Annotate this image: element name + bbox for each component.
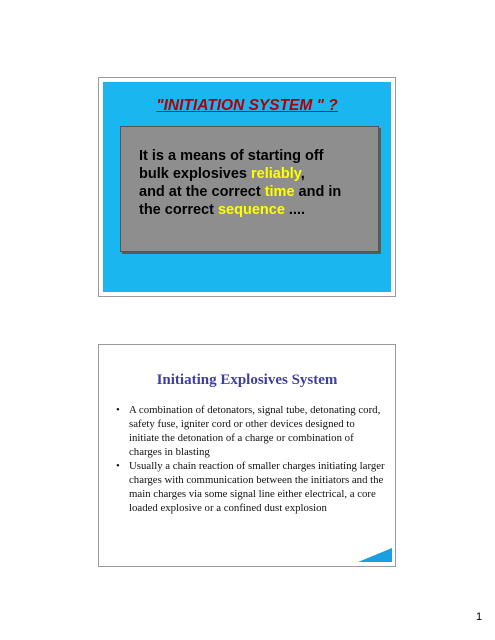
slide-1 bbox=[98, 77, 396, 297]
bullet-text: Usually a chain reaction of smaller charges initiating larger charges with communication between the initiators and the main charges via some signal line either electrical, a core loaded explosive or a confined dust explosion bbox=[129, 460, 385, 514]
bullet-icon: • bbox=[116, 460, 120, 472]
highlight-sequence: sequence bbox=[217, 202, 285, 218]
slide-2-title: Initiating Explosives System bbox=[156, 372, 338, 388]
list-item bbox=[116, 403, 386, 459]
list-item bbox=[116, 459, 386, 515]
bullet-icon: • bbox=[116, 404, 120, 416]
definition-line-3: and at the correct time and in bbox=[139, 184, 342, 200]
page-number: 1 bbox=[476, 611, 483, 623]
bullet-text: A combination of detonators, signal tube, detonating cord, safety fuse, igniter cord or other devices designed to initiate the detonation of a charge or combination of charges in blasting bbox=[129, 404, 381, 458]
corner-accent-icon bbox=[358, 548, 392, 562]
definition-text bbox=[139, 147, 373, 219]
bullet-list bbox=[116, 403, 386, 515]
slide-1-background bbox=[103, 82, 391, 292]
slide-1-title: "INITIATION SYSTEM " ? bbox=[156, 97, 338, 114]
slide-2 bbox=[98, 344, 396, 567]
highlight-reliably: reliably bbox=[251, 166, 301, 182]
definition-line-1: It is a means of starting off bbox=[139, 148, 324, 164]
definition-box bbox=[120, 126, 379, 252]
definition-line-4: the correct sequence .... bbox=[139, 202, 306, 218]
highlight-time: time bbox=[264, 184, 295, 200]
definition-line-2: bulk explosives reliably, bbox=[139, 166, 305, 182]
